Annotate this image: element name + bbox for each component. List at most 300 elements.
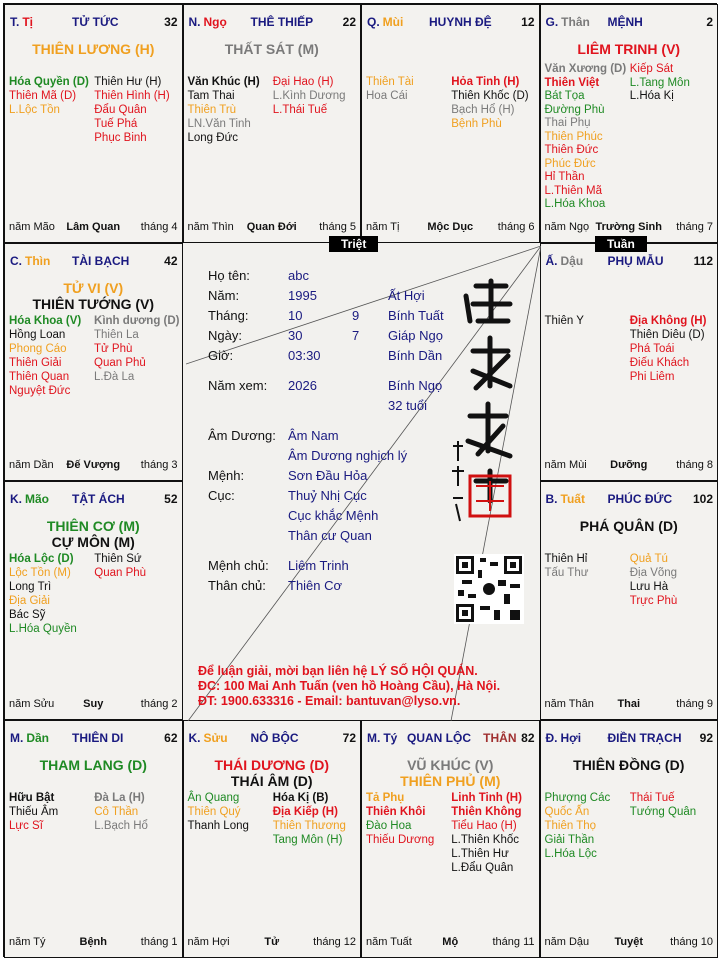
menh-value: Sơn Đầu Hỏa <box>288 468 368 483</box>
star-column-left <box>9 791 94 833</box>
minor-star: Hóa Lộc (D) <box>9 553 74 565</box>
minor-star: L.Kình Dương <box>272 90 346 102</box>
life-stage: Dưỡng <box>610 459 648 471</box>
palace-can: M. <box>367 730 381 745</box>
palace-footer <box>9 221 178 234</box>
minor-star: Thái Tuế <box>629 791 675 804</box>
minor-star: Hồng Loan <box>9 328 66 341</box>
palace-header <box>546 492 714 508</box>
minor-star: Giải Thần <box>544 833 595 846</box>
palace-header <box>10 492 178 508</box>
year-branch: năm Dần <box>9 459 54 471</box>
main-stars <box>5 41 182 57</box>
minor-star: Tử Phù <box>94 342 133 355</box>
life-stage: Mộc Dục <box>427 220 474 233</box>
palace-can: K. <box>188 730 201 745</box>
star-column-right <box>94 314 179 398</box>
main-star: THIÊN CƠ (M) <box>46 518 140 534</box>
minor-star: L.Thái Tuế <box>272 104 328 116</box>
main-star: THIÊN PHỦ (M) <box>400 772 501 789</box>
life-stage: Quan Đới <box>246 220 297 233</box>
minor-stars <box>366 791 537 875</box>
palace-footer <box>9 936 178 949</box>
view-year-label: Năm xem: <box>208 378 268 393</box>
minor-stars <box>9 314 180 398</box>
minor-star: Thiên Khốc (D) <box>451 90 529 102</box>
palace-footer <box>188 221 357 234</box>
day-canchi: Giáp Ngọ <box>388 328 443 343</box>
month-value: 10 <box>288 308 303 323</box>
palace-chi: Tuất <box>560 492 585 506</box>
minor-star: Phong Cáo <box>9 342 67 355</box>
minor-star: L.Thiên Mã <box>544 184 603 197</box>
month-label: tháng 5 <box>319 220 356 233</box>
hour-label: Giờ: <box>208 348 234 363</box>
life-stage: Đế Vượng <box>66 459 121 471</box>
minor-star: Lộc Tồn (M) <box>9 567 71 579</box>
year-label: Năm: <box>208 288 240 303</box>
palace-header <box>546 15 714 31</box>
minor-star: Thiên Y <box>544 314 584 327</box>
life-stage: Suy <box>83 697 104 710</box>
palace-name: THIÊN DI <box>72 730 124 745</box>
minor-star: L.Hóa Quyền <box>9 623 77 635</box>
year-branch: năm Mão <box>9 220 55 233</box>
life-stage: Trường Sinh <box>595 220 662 233</box>
minor-star: Bệnh Phù <box>451 118 502 130</box>
minor-star: LN.Văn Tinh <box>187 118 251 130</box>
than-cu-note: Thân cư Quan <box>288 528 372 543</box>
palace-name: ĐIỀN TRẠCH <box>607 730 682 745</box>
minor-star: Phúc Đức <box>544 157 596 170</box>
amduong-note: Âm Dương nghịch lý <box>288 448 408 463</box>
main-stars <box>5 280 182 312</box>
palace-can: Q. <box>367 15 380 29</box>
palace-name: TỬ TỨC <box>72 15 119 29</box>
cuc-value: Thuỷ Nhị Cục <box>288 488 367 503</box>
star-column-right <box>94 791 179 833</box>
minor-star: Tấu Thư <box>544 567 589 579</box>
minor-star: L.Lộc Tồn <box>9 104 60 116</box>
minor-stars <box>9 552 180 636</box>
minor-star: Bạch Hổ (H) <box>451 104 515 116</box>
minor-star: Tuế Phá <box>94 118 138 130</box>
star-column-left <box>9 552 94 636</box>
palace-age: 112 <box>693 253 713 268</box>
minor-star: L.Bạch Hổ <box>94 819 148 832</box>
month-label: tháng 10 <box>670 936 713 948</box>
minor-star: Hữu Bật <box>9 791 55 804</box>
star-column-right <box>451 75 536 131</box>
palace-footer <box>545 936 714 949</box>
palace-name: HUYNH ĐỆ <box>429 15 492 29</box>
star-column-right <box>451 791 536 875</box>
star-column-right <box>94 75 179 145</box>
palace-name: THÊ THIẾP <box>250 15 314 29</box>
calligraphy-logo <box>448 276 528 546</box>
minor-star: Thiên Đức <box>544 144 599 156</box>
palace-header <box>10 15 178 31</box>
star-column-left <box>545 63 630 212</box>
main-stars <box>362 757 539 789</box>
main-star: THAM LANG (D) <box>39 756 147 773</box>
palace-cell[interactable] <box>540 4 719 243</box>
star-column-left <box>188 75 273 145</box>
minor-star: Thiên Hỉ <box>544 553 588 565</box>
name-label: Họ tên: <box>208 268 250 283</box>
star-column-right <box>273 791 358 847</box>
year-branch: năm Dậu <box>544 936 590 948</box>
palace-header <box>10 731 178 747</box>
palace-header <box>10 254 178 270</box>
palace-header <box>367 15 535 31</box>
palace-footer <box>545 459 714 472</box>
palace-cell[interactable] <box>361 720 540 959</box>
main-star: THẤT SÁT (M) <box>224 41 319 57</box>
palace-can: C. <box>10 253 22 268</box>
amduong-value: Âm Nam <box>288 428 339 443</box>
main-stars <box>5 757 182 773</box>
minor-star: L.Hóa Khoa <box>544 198 606 210</box>
main-star: TỬ VI (V) <box>63 279 124 296</box>
minor-star: Kiếp Sát <box>629 63 674 75</box>
palace-can: T. <box>10 15 20 29</box>
star-column-right <box>630 314 715 384</box>
minor-star: Thiên Phúc <box>544 130 603 143</box>
palace-name: PHÚC ĐỨC <box>607 492 673 506</box>
palace-age: 102 <box>692 492 713 506</box>
month-label: tháng 7 <box>676 220 713 233</box>
palace-can: K. <box>10 492 22 506</box>
palace-name: TẬT ÁCH <box>72 492 125 506</box>
star-column-left <box>366 791 451 875</box>
star-column-left <box>545 791 630 861</box>
minor-star: Địa Kiếp (H) <box>272 805 338 818</box>
month-label: tháng 2 <box>140 697 178 710</box>
palace-cell[interactable] <box>540 243 719 482</box>
palace-age: 2 <box>706 15 713 29</box>
minor-stars <box>545 314 716 384</box>
main-star: THÁI DƯƠNG (D) <box>214 756 330 773</box>
minor-star: Đường Phù <box>544 103 605 116</box>
palace-cell[interactable] <box>4 4 183 243</box>
palace-cell[interactable] <box>183 4 362 243</box>
palace-header <box>546 254 714 270</box>
palace-can: Đ. <box>545 730 558 745</box>
minor-star: L.Thiên Khốc <box>451 833 520 846</box>
palace-chi: Mùi <box>382 15 404 29</box>
minor-star: Quan Phù <box>94 567 147 579</box>
minor-star: Thiếu Âm <box>9 805 59 818</box>
than-chu-value: Thiên Cơ <box>288 578 343 593</box>
palace-header <box>546 731 714 747</box>
main-star: LIÊM TRINH (V) <box>577 41 681 57</box>
palace-cell[interactable] <box>540 720 719 959</box>
minor-star: Thiên Tài <box>366 76 414 88</box>
minor-star: Thanh Long <box>187 819 249 832</box>
palace-chi: Tị <box>22 15 34 29</box>
palace-can: N. <box>188 15 201 29</box>
palace-name: PHỤ MẪU <box>607 253 664 268</box>
minor-star: Phá Toái <box>629 342 675 355</box>
minor-star: Tang Môn (H) <box>272 833 343 846</box>
day-value: 30 <box>288 328 303 343</box>
minor-star: Thiên Giải <box>9 356 62 369</box>
main-stars <box>541 757 718 773</box>
minor-star: Thiên La <box>94 328 139 341</box>
palace-age: 92 <box>699 730 713 745</box>
star-column-left <box>366 75 451 131</box>
palace-header <box>189 731 357 747</box>
palace-footer <box>9 459 178 472</box>
month-label: tháng 6 <box>497 220 535 233</box>
minor-star: Văn Khúc (H) <box>187 76 260 88</box>
minor-star: Ân Quang <box>187 791 240 804</box>
year-branch: năm Tuất <box>366 936 412 948</box>
minor-star: Quả Tú <box>629 553 668 565</box>
month-label: tháng 1 <box>140 936 178 948</box>
palace-can: B. <box>545 492 558 506</box>
minor-star: Lưu Hà <box>629 581 669 593</box>
life-stage: Lâm Quan <box>66 220 121 233</box>
month-label: tháng 8 <box>676 459 713 471</box>
cuc-label: Cục: <box>208 488 235 503</box>
than-chu-label: Thân chủ: <box>208 578 266 593</box>
minor-star: Tả Phụ <box>366 791 405 804</box>
age: 32 tuổi <box>388 398 428 413</box>
star-column-right <box>94 552 179 636</box>
palace-footer <box>366 936 535 949</box>
minor-star: Cô Thần <box>94 805 139 818</box>
minor-stars <box>9 791 180 833</box>
minor-star: Long Đức <box>187 132 239 144</box>
contact-address: ĐC: 100 Mai Anh Tuấn (ven hồ Hoàng Cầu), Hà Nội. <box>198 679 501 693</box>
minor-star: Hỏa Tinh (H) <box>451 76 520 88</box>
minor-star: Trực Phù <box>629 595 678 607</box>
view-year-value: 2026 <box>288 378 317 393</box>
palace-footer <box>545 221 714 234</box>
minor-star: Quan Phủ <box>94 356 146 369</box>
palace-chi: Dậu <box>560 253 584 268</box>
palace-chi: Thân <box>561 15 590 29</box>
day-label: Ngày: <box>208 328 242 343</box>
main-star: VŨ KHÚC (V) <box>407 756 494 773</box>
palace-age: 42 <box>164 253 178 268</box>
year-canchi: Ất Hợi <box>388 288 425 303</box>
minor-star: Thiên Khôi <box>366 805 426 818</box>
palace-cell[interactable] <box>4 481 183 720</box>
year-branch: năm Tý <box>9 936 46 948</box>
star-column-right <box>630 552 715 608</box>
minor-star: Thiên Mã (D) <box>9 90 77 102</box>
minor-star: Thiên Hư (H) <box>94 76 162 88</box>
palace-cell[interactable] <box>4 720 183 959</box>
palace-age: 52 <box>164 492 178 506</box>
palace-name: QUAN LỘC <box>407 730 471 745</box>
palace-cell[interactable] <box>4 243 183 482</box>
minor-stars <box>9 75 180 145</box>
palace-age: 82 <box>521 730 535 745</box>
main-star: PHÁ QUÂN (D) <box>579 518 678 534</box>
palace-name: MỆNH <box>607 15 643 29</box>
view-year-canchi: Bính Ngọ <box>388 378 443 393</box>
palace-age: 32 <box>164 15 178 29</box>
palace-chi: Hợi <box>560 730 582 745</box>
minor-star: Phi Liêm <box>629 370 675 383</box>
center-info-panel <box>186 246 541 721</box>
year-branch: năm Hợi <box>187 936 230 948</box>
year-branch: năm Ngọ <box>544 220 590 233</box>
minor-star: Thiên Quan <box>9 370 70 383</box>
name-value: abc <box>288 268 309 283</box>
minor-stars <box>188 791 359 847</box>
main-star: CỰ MÔN (M) <box>51 534 135 550</box>
minor-star: Tiểu Hao (H) <box>451 819 517 832</box>
than-marker: THÂN <box>483 730 517 745</box>
minor-star: L.Đẩu Quân <box>451 861 514 874</box>
minor-stars <box>366 75 537 131</box>
minor-star: Phượng Các <box>544 791 611 804</box>
minor-star: Hoa Cái <box>366 90 408 102</box>
minor-star: Lực Sĩ <box>9 819 43 832</box>
palace-chi: Tý <box>383 730 398 745</box>
palace-footer <box>366 221 535 234</box>
star-column-left <box>545 314 630 384</box>
contact-line-1: Để luận giải, mời bạn liên hệ LÝ SỐ HỘI QUÁN. <box>198 664 478 678</box>
palace-age: 62 <box>164 730 178 745</box>
star-column-left <box>9 75 94 145</box>
minor-star: Điếu Khách <box>629 356 690 369</box>
minor-star: Hóa Quyền (D) <box>9 76 89 88</box>
contact-phone-email[interactable]: ĐT: 1900.633316 - Email: bantuvan@lyso.vn. <box>198 694 461 708</box>
minor-star: Địa Giải <box>9 595 50 607</box>
month-label: tháng 9 <box>676 697 713 710</box>
palace-can: Ấ. <box>545 253 558 268</box>
minor-stars <box>545 791 716 861</box>
palace-cell[interactable] <box>540 481 719 720</box>
year-branch: năm Thân <box>544 697 594 710</box>
year-branch: năm Tị <box>366 220 400 233</box>
palace-chi: Mão <box>25 492 49 506</box>
minor-star: Hóa Khoa (V) <box>9 314 82 327</box>
palace-header <box>367 731 535 747</box>
minor-star: L.Đà La <box>94 370 135 383</box>
hour-canchi: Bính Dần <box>388 348 443 363</box>
palace-cell[interactable] <box>183 720 362 959</box>
life-stage: Tuyệt <box>614 936 644 948</box>
main-stars <box>184 757 361 789</box>
day-lunar: 7 <box>352 328 360 343</box>
year-value: 1995 <box>288 288 317 303</box>
life-stage: Bệnh <box>79 936 107 948</box>
star-column-right <box>273 75 358 145</box>
minor-star: Thiên Việt <box>544 76 600 89</box>
minor-stars <box>188 75 359 145</box>
life-stage: Mộ <box>442 936 459 948</box>
cuc-note: Cục khắc Mệnh <box>288 508 379 523</box>
contact-info <box>198 664 500 709</box>
palace-footer <box>9 698 178 711</box>
minor-star: Đại Hao (H) <box>272 76 334 88</box>
tuvi-chart <box>3 3 717 957</box>
minor-star: Thiên Trù <box>187 104 237 116</box>
palace-name: NÔ BỘC <box>250 730 299 745</box>
palace-can: M. <box>10 730 24 745</box>
minor-star: Phục Binh <box>94 132 147 144</box>
palace-age: 22 <box>342 15 356 29</box>
minor-star: L.Tang Môn <box>629 76 690 89</box>
amduong-label: Âm Dương: <box>208 428 276 443</box>
palace-footer <box>545 698 714 711</box>
minor-star: Thiên Sứ <box>94 553 142 565</box>
palace-chi: Sửu <box>203 730 228 745</box>
minor-star: Kình dương (D) <box>94 314 180 327</box>
palace-header <box>189 15 357 31</box>
star-column-left <box>9 314 94 398</box>
main-star: THIÊN LƯƠNG (H) <box>32 41 155 57</box>
year-branch: năm Thìn <box>187 220 234 233</box>
main-star: THIÊN ĐỒNG (D) <box>573 756 685 773</box>
triet-marker: Triệt <box>329 236 378 252</box>
menh-chu-label: Mệnh chủ: <box>208 558 269 573</box>
star-column-left <box>188 791 273 847</box>
star-column-left <box>545 552 630 608</box>
month-canchi: Bính Tuất <box>388 308 444 323</box>
palace-age: 12 <box>521 15 535 29</box>
minor-stars <box>545 63 716 212</box>
minor-stars <box>545 552 716 608</box>
palace-footer <box>188 936 357 949</box>
main-stars <box>541 518 718 534</box>
minor-star: Tam Thai <box>187 90 235 102</box>
main-stars <box>184 41 361 57</box>
star-column-right <box>630 791 715 861</box>
life-stage: Tử <box>264 936 280 948</box>
menh-chu-value: Liêm Trinh <box>288 558 349 573</box>
minor-star: L.Hóa Kị <box>629 90 674 102</box>
main-stars <box>5 518 182 550</box>
minor-star: Thiên Thọ <box>544 819 597 832</box>
month-label: tháng 4 <box>140 220 178 233</box>
minor-star: Hỉ Thần <box>544 171 585 183</box>
life-stage: Thai <box>617 697 641 710</box>
palace-chi: Ngọ <box>203 15 227 29</box>
tuan-marker: Tuần <box>595 236 647 252</box>
star-column-right <box>630 63 715 212</box>
palace-name: TÀI BẠCH <box>72 253 130 268</box>
month-label: Tháng: <box>208 308 249 323</box>
minor-star: Thiên Thương <box>272 819 346 832</box>
year-branch: năm Mùi <box>544 459 587 471</box>
minor-star: Đào Hoa <box>366 819 412 832</box>
qr-code[interactable] <box>454 554 524 624</box>
minor-star: Long Trì <box>9 581 52 593</box>
main-star: THIÊN TƯỚNG (V) <box>32 295 155 312</box>
palace-chi: Thìn <box>25 253 51 268</box>
palace-age: 72 <box>342 730 356 745</box>
main-stars <box>541 41 718 57</box>
palace-cell[interactable] <box>361 4 540 243</box>
minor-star: Nguyệt Đức <box>9 384 71 397</box>
minor-star: Thai Phụ <box>544 117 591 129</box>
palace-chi: Dần <box>26 730 50 745</box>
month-label: tháng 11 <box>492 936 535 948</box>
minor-star: Bát Tọa <box>544 90 585 102</box>
month-label: tháng 12 <box>313 936 356 948</box>
minor-star: Đẩu Quân <box>94 104 147 116</box>
minor-star: Linh Tinh (H) <box>451 791 522 804</box>
minor-star: Địa Võng <box>629 567 678 579</box>
